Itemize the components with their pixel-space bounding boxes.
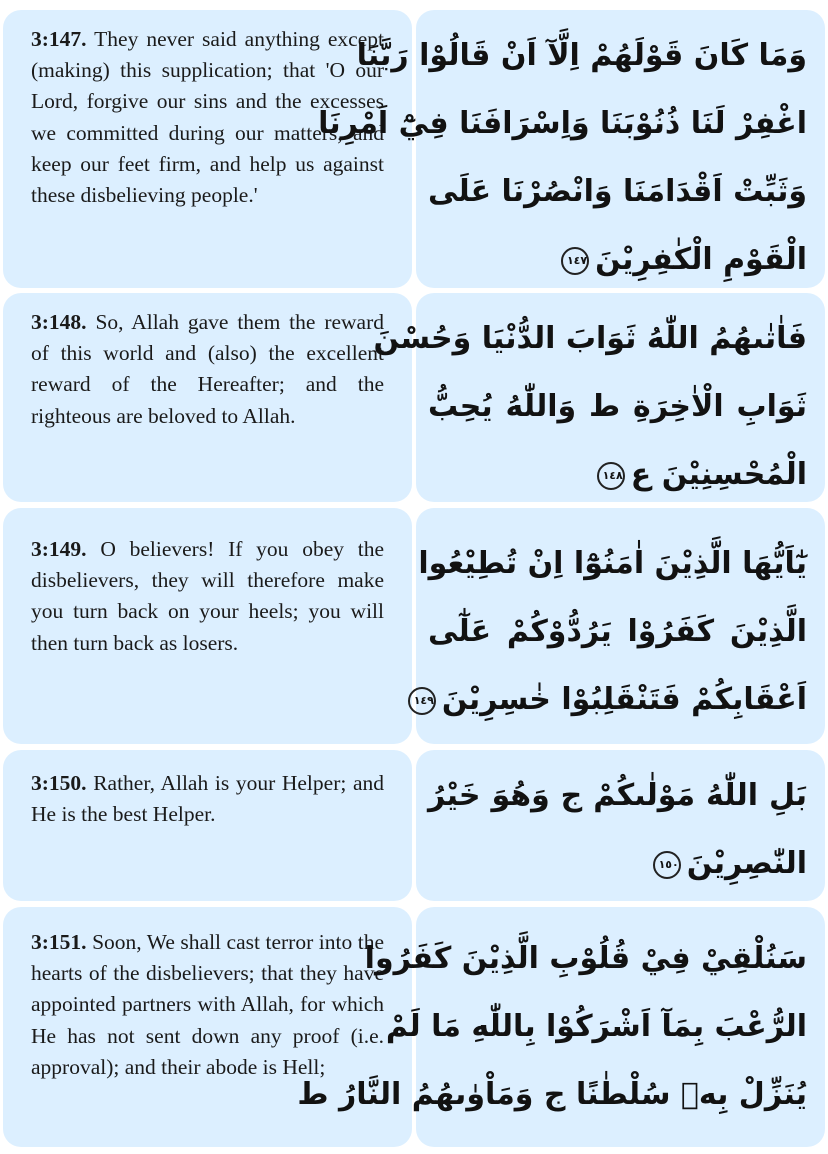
translation-body: Rather, Allah is your Helper; and He is the best Helper.	[31, 771, 385, 827]
arabic-line: الرُّعْبَ بِمَآ اَشْرَكُوْا بِاللّٰهِ مَا لَمْ	[385, 1009, 807, 1044]
arabic-line: بَلِ اللّٰهُ مَوْلٰىكُمْ ج وَهُوَ خَيْرُ	[428, 778, 807, 813]
arabic-line-text: اَعْقَابِكُمْ فَتَنْقَلِبُوْا خٰسِرِيْنَ	[441, 682, 807, 717]
verse-148-translation	[3, 293, 412, 502]
arabic-line: ثَوَابِ الْاٰخِرَةِ ط وَاللّٰهُ يُحِبُّ	[428, 389, 807, 424]
verse-148-arabic	[373, 293, 825, 502]
arabic-line: اغْفِرْ لَنَا ذُنُوْبَنَا وَاِسْرَافَنَا فِيْٓ اَمْرِنَا	[318, 106, 807, 141]
verse-147-arabic	[318, 10, 825, 288]
arabic-line-text: الْمُحْسِنِيْنَ ع	[630, 457, 807, 492]
ayah-number-marker: ١٤٧	[561, 247, 589, 275]
ayah-number-marker: ١٤٩	[408, 687, 436, 715]
arabic-line-text: الْقَوْمِ الْكٰفِرِيْنَ	[595, 242, 807, 277]
verse-reference: 3:148.	[31, 310, 87, 334]
verse-151-arabic	[297, 907, 825, 1147]
arabic-line: فَاٰتٰىهُمُ اللّٰهُ ثَوَابَ الدُّنْيَا وَحُسْنَ	[373, 321, 807, 356]
translation-body: Soon, We shall cast terror into the hearts of the disbelievers; that they have appointed partners with Allah, for which He has not sent down any proof (i.e. approval); and their abode is Hell;	[31, 930, 384, 1079]
arabic-line-final	[413, 666, 807, 734]
translation-text	[31, 764, 384, 830]
arabic-line: وَثَبِّتْ اَقْدَامَنَا وَانْصُرْنَا عَلَى	[428, 174, 807, 209]
arabic-line-final	[428, 226, 807, 294]
arabic-line: الَّذِيْنَ كَفَرُوْا يَرُدُّوْكُمْ عَلٰٓى	[428, 614, 807, 649]
verse-reference: 3:151.	[31, 930, 87, 954]
verse-150-translation	[3, 750, 412, 901]
translation-text	[31, 307, 384, 432]
arabic-line: وَمَا كَانَ قَوْلَهُمْ اِلَّآ اَنْ قَالُوْا رَبَّنَا	[356, 38, 807, 73]
arabic-line: سَنُلْقِيْ فِيْ قُلُوْبِ الَّذِيْنَ كَفَرُوا	[364, 941, 807, 976]
verse-149-arabic	[413, 508, 825, 744]
verse-reference: 3:150.	[31, 771, 87, 795]
arabic-line-final	[428, 830, 807, 898]
verse-reference: 3:149.	[31, 537, 87, 561]
translation-body: So, Allah gave them the reward of this world and (also) the excellent reward of the Hereafter; and the righteous are beloved to Allah.	[31, 310, 385, 428]
arabic-line-text: النّٰصِرِيْنَ	[686, 846, 807, 881]
ayah-number-marker: ١٥٠	[653, 851, 681, 879]
arabic-line-final	[428, 441, 807, 509]
arabic-line: يُنَزِّلْ بِهٖ سُلْطٰنًا ج وَمَاْوٰىهُمُ النَّارُ ط	[297, 1077, 807, 1112]
translation-text	[31, 921, 384, 1083]
translation-body: O believers! If you obey the disbelievers, they will therefore make you turn back on your heels; you will then turn back as losers.	[31, 537, 385, 655]
translation-text	[31, 522, 384, 659]
arabic-line: يٰٓاَيُّهَا الَّذِيْنَ اٰمَنُوْٓا اِنْ تُطِيْعُوا	[418, 546, 807, 581]
verse-reference: 3:147.	[31, 27, 87, 51]
translation-body: They never said anything except (making) this supplication; that 'O our Lord, forgive our sins and the excesses we committed during our matters, and keep our feet firm, and help us against these disbelieving people.'	[31, 27, 384, 208]
ayah-number-marker: ١٤٨	[597, 462, 625, 490]
verse-149-translation	[3, 508, 412, 744]
verse-150-arabic	[416, 750, 825, 901]
